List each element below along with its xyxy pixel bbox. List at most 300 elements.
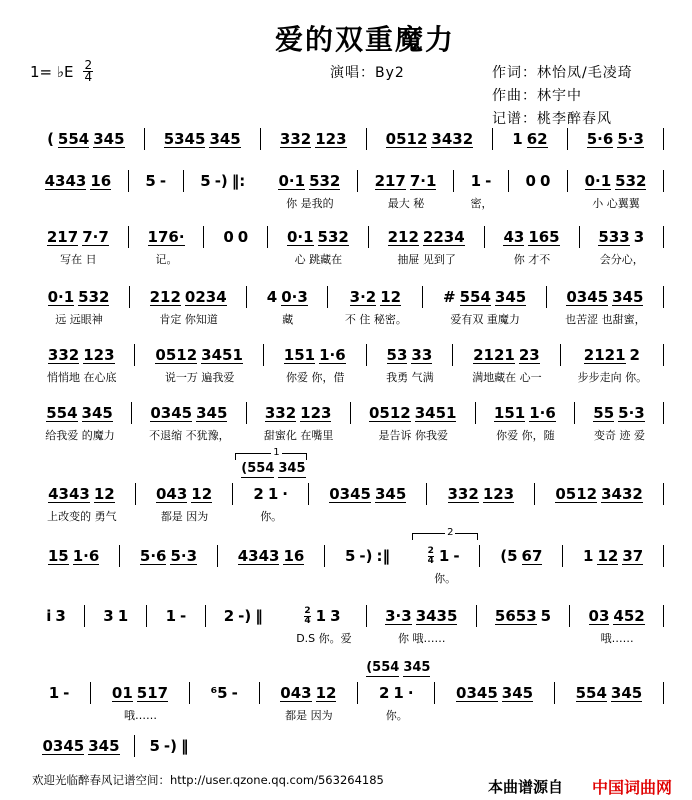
measure-lyric: 变奇 迹 爱 bbox=[594, 429, 645, 442]
measure bbox=[204, 226, 268, 248]
note-group: 3 bbox=[103, 607, 114, 625]
measure-lyric: 爱有双 重魔力 bbox=[450, 313, 520, 326]
measure bbox=[145, 128, 261, 150]
measure-lyric: 你 是我的 bbox=[286, 197, 334, 210]
measure-notes bbox=[343, 547, 392, 565]
measure-lyric: D.S 你。爱 bbox=[296, 632, 352, 645]
measure-notes bbox=[138, 547, 199, 565]
note-group: :‖ bbox=[376, 547, 390, 565]
note-group: 55 bbox=[593, 404, 615, 422]
note-group: 16 bbox=[283, 547, 305, 565]
measure-lyric: 远 远眼神 bbox=[55, 313, 103, 326]
measure-notes-line bbox=[563, 545, 664, 567]
measure-notes bbox=[153, 346, 245, 364]
measure bbox=[453, 344, 560, 385]
measure-notes-line bbox=[262, 170, 358, 192]
note-group: 2 bbox=[223, 607, 235, 625]
measure-notes bbox=[285, 228, 351, 246]
note-group: 0234 bbox=[184, 288, 227, 306]
measure-notes bbox=[385, 346, 435, 364]
note-group: - bbox=[485, 172, 492, 190]
note-group: 5·3 bbox=[617, 130, 644, 148]
measure-lyric: 你。 bbox=[260, 510, 283, 523]
note-group: 532 bbox=[78, 288, 110, 306]
note-group: 0 bbox=[237, 228, 249, 246]
measure-notes-line bbox=[85, 605, 147, 627]
measure-notes-line bbox=[268, 226, 369, 248]
measure-notes-line bbox=[135, 735, 203, 757]
measure-above-notes bbox=[239, 461, 307, 478]
measure-lyric: 说一万 遍我爱 bbox=[164, 371, 235, 384]
measure-notes bbox=[43, 172, 114, 190]
measure bbox=[570, 605, 664, 646]
note-group: 1 bbox=[393, 684, 404, 702]
measure-notes-line bbox=[120, 545, 218, 567]
note-group: ‖: bbox=[231, 172, 246, 190]
note-group: 0512 bbox=[555, 485, 598, 503]
measure-lyric: 哦…… bbox=[600, 632, 634, 645]
measure-notes bbox=[162, 130, 243, 148]
note-group: 5 bbox=[540, 607, 552, 625]
measure-lyric: 写在 日 bbox=[60, 253, 97, 266]
score-row bbox=[28, 527, 664, 586]
measure bbox=[233, 447, 309, 524]
measure-notes-line bbox=[28, 128, 145, 150]
measure-lyric: 甜蜜化 在嘴里 bbox=[263, 429, 334, 442]
footer-welcome: 欢迎光临醉春风记谱空间：http://user.qzone.qq.com/563264185 bbox=[32, 773, 384, 787]
note-group: 0·1 bbox=[47, 288, 75, 306]
note-group: 332 bbox=[47, 346, 80, 364]
measure bbox=[410, 527, 481, 586]
measure-lyric: 藏 bbox=[282, 313, 294, 326]
note-group: 2 bbox=[629, 346, 640, 364]
measure-notes bbox=[501, 228, 561, 246]
note-group: -) bbox=[163, 737, 178, 755]
measure-notes-line bbox=[132, 402, 247, 424]
measure-lyric: 我勇 气满 bbox=[386, 371, 434, 384]
measure bbox=[281, 605, 367, 646]
measure-lyric: 步步走向 你。 bbox=[577, 371, 648, 384]
measure-notes bbox=[377, 684, 416, 702]
measure-notes bbox=[46, 346, 117, 364]
key-signature bbox=[30, 60, 93, 83]
measure-notes-line bbox=[145, 128, 261, 150]
note-group: 2121 bbox=[473, 346, 515, 364]
measure bbox=[535, 483, 664, 505]
measure-notes-line bbox=[480, 545, 563, 567]
measure-notes bbox=[101, 607, 130, 625]
measure-notes-line bbox=[135, 344, 263, 366]
measure-notes-line bbox=[281, 605, 367, 627]
measure bbox=[367, 605, 477, 646]
measure-notes-line bbox=[427, 483, 535, 505]
note-group: -) bbox=[359, 547, 373, 565]
measure-notes-line bbox=[570, 605, 664, 627]
measure-notes-line bbox=[309, 483, 427, 505]
measure bbox=[136, 483, 233, 524]
measure-lyric: 你爱 你，随 bbox=[496, 429, 555, 442]
measure-notes-line bbox=[568, 128, 664, 150]
note-group: 4 bbox=[266, 288, 278, 306]
measure-notes-line bbox=[367, 605, 477, 627]
measure-lyric: 心 跳藏在 bbox=[294, 253, 343, 266]
measure bbox=[369, 226, 485, 267]
measure bbox=[120, 545, 218, 567]
measure bbox=[262, 170, 358, 211]
measure-notes-line bbox=[91, 682, 190, 704]
measure-notes-line bbox=[206, 605, 281, 627]
measure-notes-line bbox=[575, 402, 664, 424]
note-group: · bbox=[282, 485, 288, 503]
measure-notes bbox=[46, 288, 112, 306]
measure-notes-line bbox=[147, 605, 205, 627]
measure bbox=[28, 483, 136, 524]
measure-notes-line bbox=[28, 735, 135, 757]
note-group: 3·2 bbox=[349, 288, 377, 306]
time-signature-bottom: 4 bbox=[84, 70, 93, 84]
note-group: 67 bbox=[521, 547, 543, 565]
measure-notes-line bbox=[261, 128, 367, 150]
measure-notes bbox=[236, 547, 307, 565]
measure-notes-line bbox=[561, 344, 664, 366]
measure-lyric: 给我爱 的魔力 bbox=[45, 429, 115, 442]
measure-lyric: 也苦涩 也甜蜜， bbox=[565, 313, 646, 326]
note-group: 345 bbox=[93, 130, 125, 148]
measure bbox=[190, 682, 260, 704]
note-group: (554 bbox=[366, 660, 400, 675]
measure-lyric: 都是 因为 bbox=[160, 510, 209, 523]
measure-notes-line bbox=[129, 226, 205, 248]
measure-notes-line bbox=[264, 344, 367, 366]
transcriber-credit: 记谱：桃李醉春风 bbox=[492, 111, 612, 127]
note-group: 43 bbox=[503, 228, 525, 246]
measure bbox=[435, 682, 555, 704]
measure-lyric: 哦…… bbox=[123, 709, 157, 722]
measure-notes bbox=[282, 346, 348, 364]
measure-lyric: 不 住 秘密。 bbox=[344, 313, 407, 326]
measure-notes bbox=[45, 130, 126, 148]
measure-notes bbox=[265, 288, 310, 306]
measure-notes-line bbox=[410, 545, 481, 567]
note-group: 554 bbox=[459, 288, 491, 306]
note-group: 3435 bbox=[415, 607, 458, 625]
measure-notes-line bbox=[535, 483, 664, 505]
note-group: 12 bbox=[380, 288, 402, 306]
note-group: - bbox=[453, 547, 460, 565]
measure-notes-line bbox=[555, 682, 664, 704]
note-group: 043 bbox=[280, 684, 312, 702]
measure bbox=[367, 128, 494, 150]
measure-notes bbox=[574, 684, 645, 702]
note-group: 345 bbox=[209, 130, 241, 148]
measure-notes bbox=[251, 485, 290, 503]
note-group: 212 bbox=[387, 228, 419, 246]
note-group: 5 bbox=[149, 737, 160, 755]
measure bbox=[28, 402, 132, 443]
note-group: 517 bbox=[136, 684, 169, 702]
note-group: 0·1 bbox=[584, 172, 612, 190]
measure bbox=[260, 682, 359, 723]
measure bbox=[28, 682, 91, 704]
measure-notes bbox=[221, 228, 250, 246]
measure-notes bbox=[510, 130, 549, 148]
note-group: 7·1 bbox=[409, 172, 437, 190]
measure bbox=[547, 286, 664, 327]
note-group: 532 bbox=[317, 228, 349, 246]
note-group: 0512 bbox=[368, 404, 411, 422]
measure-lyric: 上改变的 勇气 bbox=[47, 510, 117, 523]
measure bbox=[129, 226, 205, 267]
note-group: 3432 bbox=[601, 485, 643, 503]
measure-notes-line bbox=[580, 226, 665, 248]
score-row bbox=[28, 170, 664, 211]
note-group: 345 bbox=[278, 461, 306, 476]
score-row bbox=[28, 402, 664, 443]
measure bbox=[485, 226, 580, 267]
measure bbox=[184, 170, 262, 192]
volta-bracket bbox=[235, 447, 307, 460]
note-group: 2 bbox=[378, 684, 390, 702]
measure bbox=[509, 170, 568, 192]
note-group: 23 bbox=[518, 346, 540, 364]
note-group: 217 bbox=[46, 228, 79, 246]
song-title: 爱的双重魔力 bbox=[274, 23, 455, 56]
note-group: 3 bbox=[55, 607, 66, 625]
measure-notes-line bbox=[328, 286, 423, 308]
note-group: 151 bbox=[493, 404, 526, 422]
note-group: 3 bbox=[633, 228, 645, 246]
measure-notes bbox=[587, 607, 647, 625]
measure-lyric: 你 哦…… bbox=[398, 632, 446, 645]
note-group: 1 bbox=[165, 607, 177, 625]
measure bbox=[132, 402, 247, 443]
note-group: 176· bbox=[147, 228, 185, 246]
measure bbox=[575, 402, 664, 443]
time-signature-bottom: 4 bbox=[427, 556, 434, 566]
measure-lyric: 你。 bbox=[385, 709, 408, 722]
note-group: 217 bbox=[374, 172, 406, 190]
measure bbox=[561, 344, 664, 385]
singer-credit: 演唱：By2 bbox=[330, 65, 405, 81]
measure-notes bbox=[154, 485, 214, 503]
measure-notes bbox=[446, 485, 517, 503]
measure-notes-line bbox=[485, 226, 580, 248]
note-group: 533 bbox=[598, 228, 630, 246]
measure-notes bbox=[47, 684, 72, 702]
note-group: 12 bbox=[315, 684, 337, 702]
measure-lyric: 会分心， bbox=[599, 253, 644, 266]
measure bbox=[423, 286, 546, 327]
note-group: - bbox=[180, 607, 187, 625]
note-group: 12 bbox=[93, 485, 115, 503]
measure-notes bbox=[581, 547, 645, 565]
measure-notes-line bbox=[547, 286, 664, 308]
note-group: - bbox=[63, 684, 70, 702]
note-group: 1·6 bbox=[72, 547, 100, 565]
note-group: 151 bbox=[283, 346, 316, 364]
note-group: 554 bbox=[46, 404, 78, 422]
measure-lyric: 满地藏在 心一 bbox=[472, 371, 542, 384]
note-group: 0345 bbox=[329, 485, 371, 503]
measure-notes bbox=[263, 404, 334, 422]
measure-notes bbox=[44, 607, 68, 625]
score-row bbox=[28, 447, 664, 524]
measure-notes-line bbox=[358, 170, 454, 192]
measure-notes bbox=[46, 547, 101, 565]
measure-notes bbox=[383, 607, 459, 625]
note-group: 3451 bbox=[414, 404, 457, 422]
note-group: 332 bbox=[447, 485, 479, 503]
measure-notes bbox=[384, 130, 476, 148]
note-group: 1 bbox=[512, 130, 523, 148]
measure-notes-line bbox=[28, 170, 129, 192]
time-signature-top: 2 bbox=[304, 606, 311, 616]
measure-notes bbox=[492, 404, 558, 422]
measure bbox=[206, 605, 281, 627]
measure-notes-line bbox=[369, 226, 485, 248]
measure-notes bbox=[441, 288, 528, 306]
measure-notes-line bbox=[351, 402, 476, 424]
measure-notes-line bbox=[247, 402, 351, 424]
note-group: 33 bbox=[411, 346, 433, 364]
time-signature-top: 2 bbox=[84, 58, 93, 72]
note-group: 345 bbox=[501, 684, 534, 702]
note-group: 1 bbox=[267, 485, 279, 503]
note-group: -) bbox=[238, 607, 252, 625]
note-group: (5 bbox=[500, 547, 518, 565]
measure bbox=[367, 344, 454, 385]
measure-lyric: 悄悄地 在心底 bbox=[46, 371, 117, 384]
key-text: 1= ♭E bbox=[30, 62, 74, 81]
measure bbox=[358, 170, 454, 211]
note-group: i bbox=[46, 607, 52, 625]
measure-notes-line bbox=[129, 170, 184, 192]
note-group: 3432 bbox=[431, 130, 474, 148]
measure-notes-line bbox=[358, 682, 435, 704]
volta-label: 2 bbox=[447, 527, 454, 538]
measure-notes-line bbox=[493, 128, 567, 150]
measure-notes-line bbox=[28, 402, 132, 424]
measure-above-notes bbox=[364, 660, 432, 677]
note-group: 0345 bbox=[456, 684, 498, 702]
measure-notes bbox=[110, 684, 170, 702]
measure-notes-line bbox=[367, 128, 494, 150]
note-group: 0 bbox=[525, 172, 536, 190]
measure-notes bbox=[276, 172, 342, 190]
measure-notes bbox=[278, 684, 338, 702]
note-group: 62 bbox=[526, 130, 548, 148]
note-group: 12 bbox=[597, 547, 619, 565]
measure-notes bbox=[46, 485, 117, 503]
note-group: 5 bbox=[200, 172, 211, 190]
measure-notes-line bbox=[218, 545, 325, 567]
measure bbox=[28, 170, 129, 192]
measure-notes-line bbox=[28, 286, 130, 308]
note-group: 345 bbox=[88, 737, 120, 755]
measure-lyric: 你爱 你，借 bbox=[285, 371, 345, 384]
note-group: 0345 bbox=[566, 288, 609, 306]
measure bbox=[261, 128, 367, 150]
note-group: 1·6 bbox=[529, 404, 556, 422]
measure bbox=[247, 286, 328, 327]
measure-lyric: 抽屉 见到了 bbox=[397, 253, 456, 266]
note-group: 345 bbox=[403, 660, 431, 675]
lyricist-credit: 作词：林怡凤/毛凌琦 bbox=[492, 65, 633, 81]
note-group: 212 bbox=[149, 288, 181, 306]
note-group: 7·7 bbox=[82, 228, 109, 246]
note-group: 1 bbox=[315, 607, 327, 625]
measure bbox=[135, 735, 203, 757]
note-group: 2121 bbox=[583, 346, 626, 364]
note-group: 5·6 bbox=[586, 130, 614, 148]
measure bbox=[568, 128, 664, 150]
measure-lyric: 你 才不 bbox=[513, 253, 551, 266]
time-signature bbox=[83, 60, 93, 83]
time-signature-bottom: 4 bbox=[304, 616, 311, 626]
measure-notes bbox=[493, 607, 553, 625]
measure-notes-line bbox=[476, 402, 575, 424]
measure bbox=[264, 344, 367, 385]
note-group: 0·1 bbox=[286, 228, 314, 246]
note-group: ‖ bbox=[181, 737, 189, 755]
note-group: 1 bbox=[438, 547, 450, 565]
measure-notes-line bbox=[260, 682, 359, 704]
measure bbox=[328, 286, 423, 327]
note-group: 345 bbox=[374, 485, 407, 503]
measure-notes-line bbox=[233, 483, 309, 505]
measure-notes-line bbox=[435, 682, 555, 704]
note-group: 4343 bbox=[48, 485, 90, 503]
note-group: 0·1 bbox=[278, 172, 306, 190]
measure bbox=[218, 545, 325, 567]
note-group: 5 bbox=[145, 172, 156, 190]
measure-lyric: 肯定 你知道 bbox=[159, 313, 218, 326]
source-label: 本曲谱源自 bbox=[488, 778, 564, 796]
note-group: 123 bbox=[300, 404, 332, 422]
note-group: 03 bbox=[588, 607, 610, 625]
note-group: 12 bbox=[191, 485, 213, 503]
measure-notes-line bbox=[184, 170, 262, 192]
measure bbox=[28, 226, 129, 267]
measure bbox=[28, 344, 135, 385]
measure-notes bbox=[327, 485, 408, 503]
measure-notes bbox=[582, 346, 642, 364]
note-group: ⁶5 bbox=[210, 684, 228, 702]
measure-notes bbox=[591, 404, 646, 422]
measure-notes bbox=[148, 404, 229, 422]
measure-notes bbox=[583, 172, 649, 190]
measure-notes bbox=[148, 288, 229, 306]
note-group: 5·6 bbox=[139, 547, 167, 565]
measure-notes bbox=[471, 346, 542, 364]
note-group: 1·6 bbox=[319, 346, 346, 364]
measure-notes bbox=[498, 547, 544, 565]
note-group: 4343 bbox=[44, 172, 87, 190]
measure bbox=[563, 545, 664, 567]
measure bbox=[580, 226, 665, 267]
measure-notes bbox=[437, 547, 462, 565]
note-group: 0 bbox=[223, 228, 234, 246]
measure-lyric: 你。 bbox=[434, 572, 457, 585]
measure-notes-line bbox=[453, 344, 560, 366]
score-row bbox=[28, 660, 664, 723]
score-row bbox=[28, 226, 664, 267]
note-group: 1 bbox=[117, 607, 129, 625]
note-group: 4343 bbox=[237, 547, 280, 565]
note-group: 043 bbox=[155, 485, 188, 503]
measure-notes bbox=[553, 485, 645, 503]
measure bbox=[427, 483, 535, 505]
